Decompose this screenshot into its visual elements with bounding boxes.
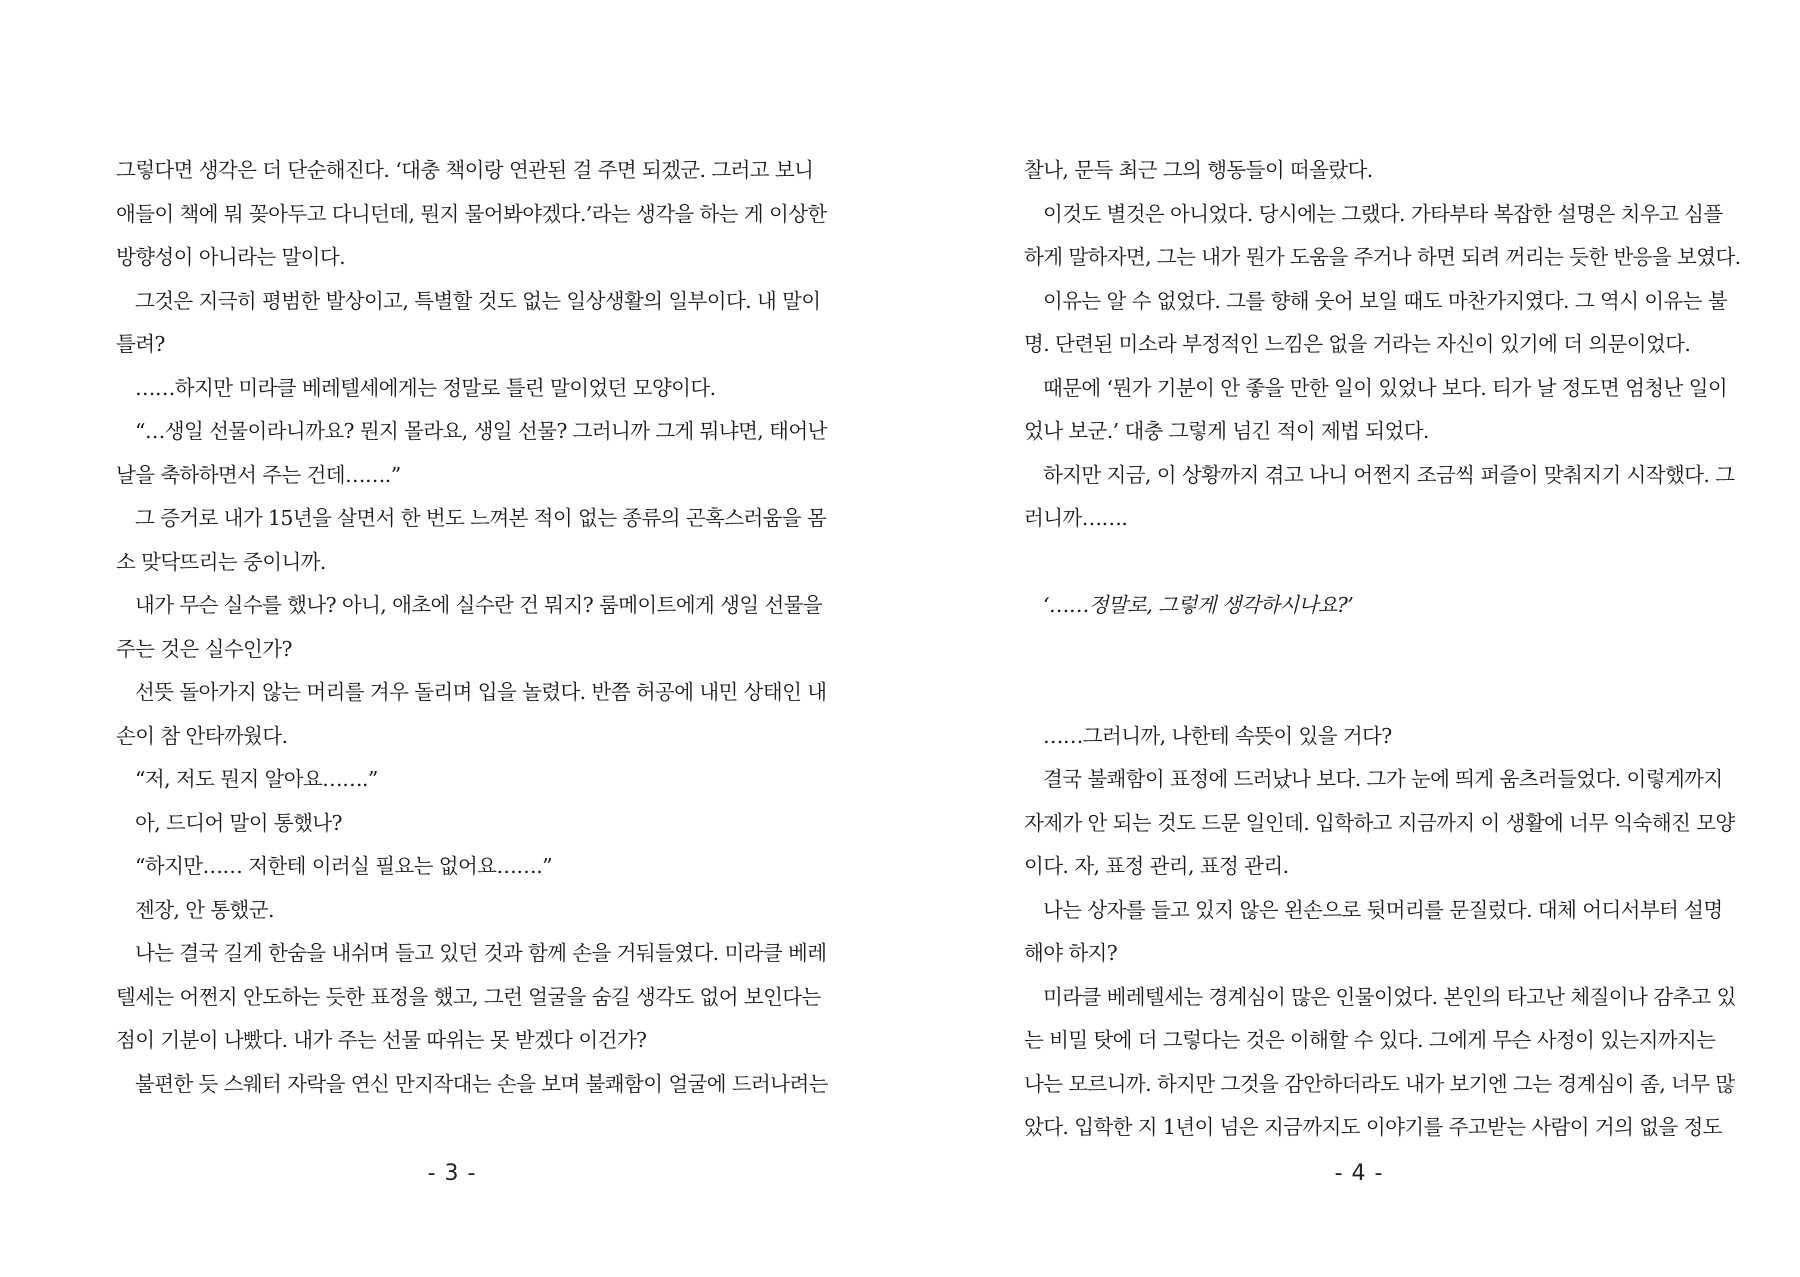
text-line: 미라클 베레텔세는 경계심이 많은 인물이었다. 본인의 타고난 체질이나 감추고 있 <box>1043 984 1736 1009</box>
text-line: 나는 결국 길게 한숨을 내쉬며 들고 있던 것과 함께 손을 거둬들였다. 미라클 베레 <box>135 941 827 965</box>
text-line: 명. 단련된 미소라 부정적인 느낌은 없을 거라는 자신이 있기에 더 의문이었다. <box>1024 332 1691 356</box>
text-line: 내가 무슨 실수를 했나? 아니, 애초에 실수란 건 뭐지? 룸메이트에게 생일 선물을 <box>135 593 823 617</box>
text-line: 날을 축하하면서 주는 건데…….” <box>116 462 401 487</box>
text-line: 소 맞닥뜨리는 중이니까. <box>116 549 326 574</box>
text-line: 아, 드디어 말이 통했나? <box>135 810 342 835</box>
text-line: 었나 보군.’ 대충 그렇게 넘긴 적이 제법 되었다. <box>1024 419 1429 443</box>
text-line: 하게 말하자면, 그는 내가 뭔가 도움을 주거나 하면 되려 꺼리는 듯한 반응을 보였다. <box>1024 245 1741 269</box>
text-line: 해야 하지? <box>1024 941 1118 965</box>
blank-line <box>1024 541 1700 585</box>
text-line: “하지만…… 저한테 이러실 필요는 없어요…….” <box>135 854 552 878</box>
text-line: 불편한 듯 스웨터 자락을 연신 만지작대는 손을 보며 불쾌함이 얼굴에 드러나려는 <box>135 1071 828 1096</box>
text-line: 젠장, 안 통했군. <box>135 897 274 922</box>
text-line: 방향성이 아니라는 말이다. <box>116 245 345 269</box>
text-line: “저, 저도 뭔지 알아요…….” <box>135 767 378 791</box>
text-line: 이다. 자, 표정 관리, 표정 관리. <box>1024 854 1289 878</box>
blank-line <box>1024 671 1700 715</box>
italic-quote-line: ‘……정말로, 그렇게 생각하시나요?’ <box>1043 593 1354 617</box>
text-line: 는 비밀 탓에 더 그렇다는 것은 이해할 수 있다. 그에게 무슨 사정이 있는지까지는 <box>1024 1028 1716 1052</box>
text-line: 나는 모르니까. 하지만 그것을 감안하더라도 내가 보기엔 그는 경계심이 좀, 너무 많 <box>1024 1071 1735 1096</box>
text-line: 주는 것은 실수인가? <box>116 636 292 661</box>
text-line: 때문에 ‘뭔가 기분이 안 좋을 만한 일이 있었나 보다. 티가 날 정도면 엄청난 일이 <box>1043 375 1728 400</box>
text-line: 았다. 입학한 지 1년이 넘은 지금까지도 이야기를 주고받는 사람이 거의 없을 정도 <box>1024 1115 1722 1139</box>
text-line: 틀려? <box>116 332 165 356</box>
text-line: 텔세는 어쩐지 안도하는 듯한 표정을 했고, 그런 얼굴을 숨길 생각도 없어 보인다는 <box>116 984 821 1009</box>
text-line: 그렇다면 생각은 더 단순해진다. ‘대충 책이랑 연관된 걸 주면 되겠군. 그러고 보니 <box>116 158 814 182</box>
text-line: ……하지만 미라클 베레텔세에게는 정말로 틀린 말이었던 모양이다. <box>135 375 716 400</box>
text-line: 이유는 알 수 없었다. 그를 향해 웃어 보일 때도 마찬가지였다. 그 역시 이유는 불 <box>1043 288 1728 313</box>
text-line: “…생일 선물이라니까요? 뭔지 몰라요, 생일 선물? 그러니까 그게 뭐냐면, 태어난 <box>135 419 827 443</box>
text-line: 찰나, 문득 최근 그의 행동들이 떠올랐다. <box>1024 158 1373 182</box>
text-line: 점이 기분이 나빴다. 내가 주는 선물 따위는 못 받겠다 이건가? <box>116 1028 647 1052</box>
text-line: 애들이 책에 뭐 꽂아두고 다니던데, 뭔지 물어봐야겠다.’라는 생각을 하는 게 이상한 <box>116 201 827 226</box>
text-line: 손이 참 안타까웠다. <box>116 723 288 748</box>
text-line: 나는 상자를 들고 있지 않은 왼손으로 뒷머리를 문질렀다. 대체 어디서부터 설명 <box>1043 897 1723 922</box>
left-page-body <box>116 149 828 1106</box>
text-line: 선뜻 돌아가지 않는 머리를 겨우 돌리며 입을 놀렸다. 반쯤 허공에 내민 상태인 내 <box>135 680 827 704</box>
text-line: 결국 불쾌함이 표정에 드러났나 보다. 그가 눈에 띄게 움츠러들었다. 이렇게까지 <box>1043 767 1723 791</box>
text-line: 러니까……. <box>1024 506 1128 530</box>
text-line: 그 증거로 내가 15년을 살면서 한 번도 느껴본 적이 없는 종류의 곤혹스러움을 몸 <box>135 506 827 530</box>
text-line: 하지만 지금, 이 상황까지 겪고 나니 어쩐지 조금씩 퍼즐이 맞춰지기 시작했다. 그 <box>1043 462 1735 487</box>
text-line: 자제가 안 되는 것도 드문 일인데. 입학하고 지금까지 이 생활에 너무 익숙해진 모양 <box>1024 810 1735 835</box>
text-line: 그것은 지극히 평범한 발상이고, 특별할 것도 없는 일상생활의 일부이다. 내 말이 <box>135 288 821 313</box>
text-line: ……그러니까, 나한테 속뜻이 있을 거다? <box>1043 723 1392 748</box>
page-number: - 4 - <box>1334 1161 1384 1186</box>
page-number: - 3 - <box>427 1161 477 1186</box>
right-page-body <box>1024 149 1741 1150</box>
blank-line <box>1024 628 1700 672</box>
text-line: 이것도 별것은 아니었다. 당시에는 그랬다. 가타부타 복잡한 설명은 치우고 심플 <box>1043 201 1723 226</box>
